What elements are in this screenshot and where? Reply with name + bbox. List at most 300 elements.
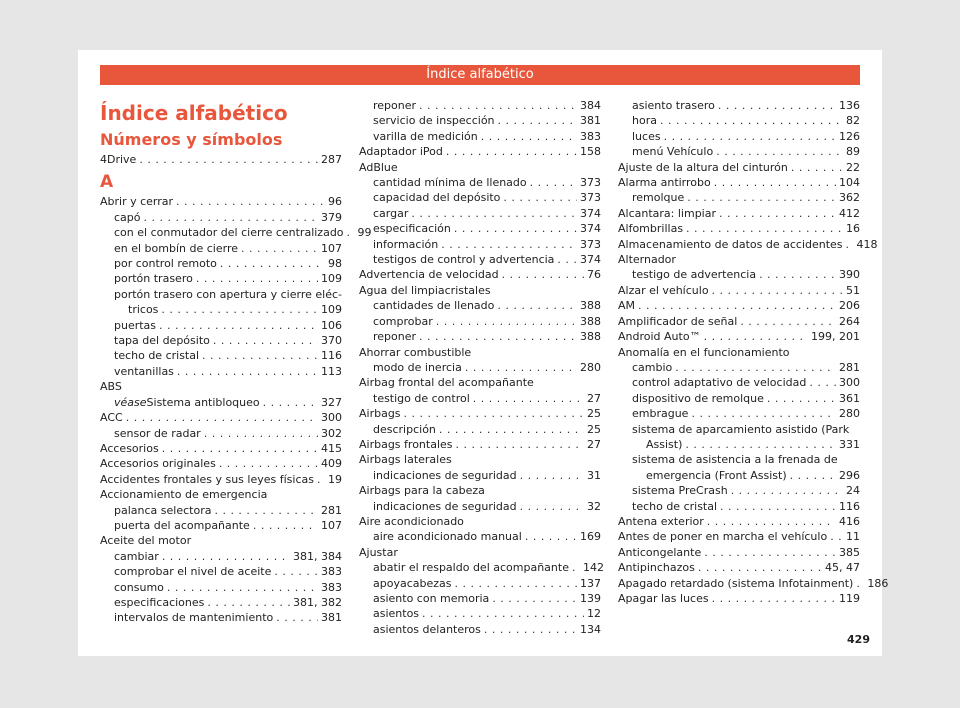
index-entry xyxy=(359,406,601,421)
dot-leader xyxy=(347,225,355,240)
index-entry xyxy=(100,456,342,471)
page-title: Índice alfabético xyxy=(100,101,288,125)
entry-text: indicaciones de seguridad xyxy=(373,468,517,482)
page-reference: 374 xyxy=(580,206,601,220)
index-entry xyxy=(100,256,342,271)
index-entry xyxy=(618,190,860,205)
entry-text: puerta del acompañante xyxy=(114,518,250,532)
dot-leader xyxy=(253,518,318,533)
dot-leader xyxy=(686,221,843,236)
page-reference: 374 xyxy=(580,253,601,267)
entry-text: hora xyxy=(632,114,657,128)
index-entry xyxy=(359,468,601,483)
dot-leader xyxy=(276,610,318,625)
page-reference: 381 xyxy=(580,114,601,128)
index-entry xyxy=(618,560,860,575)
dot-leader xyxy=(492,591,577,606)
dot-leader xyxy=(714,175,836,190)
page-reference: 296 xyxy=(839,468,860,482)
entry-text: sensor de radar xyxy=(114,426,201,440)
index-entry xyxy=(100,503,342,518)
index-entry xyxy=(100,302,342,317)
page-reference: 24 xyxy=(846,484,860,498)
entry-text: testigos de control y advertencia xyxy=(373,253,555,267)
index-heading: AdBlue xyxy=(359,160,398,174)
dot-leader xyxy=(144,210,318,225)
dot-leader xyxy=(740,314,836,329)
index-entry xyxy=(359,98,601,113)
page-reference: 361 xyxy=(839,391,860,405)
entry-text: cambiar xyxy=(114,549,159,563)
page-reference: 416 xyxy=(839,514,860,528)
index-entry xyxy=(100,610,342,625)
entry-text: emergencia (Front Assist) xyxy=(646,468,787,482)
page-reference: 51 xyxy=(846,283,860,297)
index-entry xyxy=(359,437,601,452)
page-reference: 383 xyxy=(321,580,342,594)
index-entry xyxy=(359,190,601,205)
entry-text: comprobar el nivel de aceite xyxy=(114,565,272,579)
entry-text: cantidades de llenado xyxy=(373,299,495,313)
entry-text: Sistema antibloqueo xyxy=(146,395,260,409)
index-heading: Aceite del motor xyxy=(100,534,192,548)
entry-text: consumo xyxy=(114,580,164,594)
dot-leader xyxy=(422,606,584,621)
index-entry xyxy=(359,252,601,267)
dot-leader xyxy=(718,98,836,113)
entry-text: Almacenamiento de datos de accidentes xyxy=(618,237,843,251)
dot-leader xyxy=(161,302,318,317)
dot-leader xyxy=(846,237,854,252)
index-entry xyxy=(359,529,601,544)
dot-leader xyxy=(698,560,822,575)
index-entry xyxy=(618,329,860,344)
entry-text: AM xyxy=(618,299,636,313)
page-reference: 206 xyxy=(839,299,860,313)
index-entry xyxy=(100,348,342,363)
index-entry xyxy=(359,560,604,575)
page-reference: 415 xyxy=(321,441,342,455)
index-entry xyxy=(359,144,601,159)
index-heading: Airbags laterales xyxy=(359,453,452,467)
page-reference: 126 xyxy=(839,129,860,143)
entry-text: remolque xyxy=(632,191,685,205)
entry-text: asiento con memoria xyxy=(373,592,490,605)
entry-text: Airbags xyxy=(359,407,401,421)
entry-text: apoyacabezas xyxy=(373,576,452,590)
index-entry xyxy=(100,318,342,333)
index-entry xyxy=(100,410,342,425)
dot-leader xyxy=(520,468,584,483)
index-entry xyxy=(618,360,860,375)
page-number: 429 xyxy=(847,633,870,646)
index-entry xyxy=(359,329,601,344)
index-entry xyxy=(100,241,342,256)
entry-text: Assist) xyxy=(646,437,683,451)
page-reference: 385 xyxy=(839,545,860,559)
entry-text: cambio xyxy=(632,360,673,374)
page-reference: 116 xyxy=(839,499,860,513)
entry-text: embrague xyxy=(632,407,689,421)
entry-text: Anticongelante xyxy=(618,545,702,559)
page-reference: 379 xyxy=(321,210,342,224)
dot-leader xyxy=(454,221,577,236)
entry-text: Alzar el vehículo xyxy=(618,283,709,297)
entry-text: Apagar las luces xyxy=(618,592,709,605)
page-reference: 119 xyxy=(839,592,860,605)
entry-text: techo de cristal xyxy=(114,349,200,363)
entry-text: luces xyxy=(632,129,661,143)
index-entry xyxy=(100,210,342,225)
entry-text: Accidentes frontales y sus leyes físicas xyxy=(100,472,314,486)
letter-heading: A xyxy=(100,172,114,193)
page-reference: 300 xyxy=(321,411,342,425)
entry-text: capacidad del depósito xyxy=(373,191,501,205)
entry-text: testigo de control xyxy=(373,391,470,405)
entry-text: por control remoto xyxy=(114,257,217,271)
entry-text: cantidad mínima de llenado xyxy=(373,176,527,190)
page-reference: 136 xyxy=(839,99,860,112)
page-reference: 32 xyxy=(587,499,601,513)
dot-leader xyxy=(411,206,577,221)
index-heading: sistema de aparcamiento asistido (Park xyxy=(632,422,850,436)
index-entry xyxy=(100,564,342,579)
entry-text: Accesorios originales xyxy=(100,457,216,471)
index-entry xyxy=(100,426,342,441)
index-entry xyxy=(359,576,601,591)
index-entry xyxy=(359,221,601,236)
entry-text: con el conmutador del cierre centralizado xyxy=(114,226,344,240)
dot-leader xyxy=(502,267,584,282)
index-entry xyxy=(618,499,860,514)
dot-leader xyxy=(767,391,836,406)
entry-text: techo de cristal xyxy=(632,499,718,513)
index-entry xyxy=(100,472,342,487)
dot-leader xyxy=(719,206,836,221)
page-reference: 199, 201 xyxy=(811,330,860,344)
entry-text: tricos xyxy=(128,303,159,317)
dot-leader xyxy=(439,422,584,437)
page-reference: 300 xyxy=(839,376,860,390)
entry-text: asiento trasero xyxy=(632,99,715,112)
page-reference: 142 xyxy=(582,561,604,575)
page-reference: 106 xyxy=(321,318,342,332)
index-entry xyxy=(618,591,860,606)
dot-leader xyxy=(441,237,577,252)
dot-leader xyxy=(716,144,843,159)
page-reference: 11 xyxy=(846,530,860,544)
entry-text: especificación xyxy=(373,222,451,236)
index-heading: Airbags para la cabeza xyxy=(359,484,485,498)
page-reference: 388 xyxy=(580,330,601,344)
page-reference: 281 xyxy=(321,503,342,517)
dot-leader xyxy=(177,364,318,379)
index-entry xyxy=(359,298,601,313)
entry-text: cargar xyxy=(373,206,409,220)
page-reference: 137 xyxy=(580,576,601,590)
index-entry xyxy=(100,225,372,240)
page-reference: 89 xyxy=(846,145,860,159)
entry-text: Antena exterior xyxy=(618,514,704,528)
dot-leader xyxy=(446,144,577,159)
page-reference: 99 xyxy=(357,226,372,240)
page-reference: 370 xyxy=(321,334,342,348)
index-entry xyxy=(618,314,860,329)
entry-text: asientos xyxy=(373,607,420,621)
dot-leader xyxy=(162,549,290,564)
page-reference: 287 xyxy=(321,153,342,166)
index-entry xyxy=(618,113,860,128)
entry-text: intervalos de mantenimiento xyxy=(114,611,274,625)
index-heading: Anomalía en el funcionamiento xyxy=(618,345,790,359)
entry-text: reponer xyxy=(373,99,417,112)
dot-leader xyxy=(274,564,318,579)
page-reference: 16 xyxy=(846,222,860,236)
dot-leader xyxy=(664,129,836,144)
dot-leader xyxy=(530,175,577,190)
entry-text: Accesorios xyxy=(100,441,159,455)
page-reference: 381, 382 xyxy=(293,595,342,609)
index-entry xyxy=(618,221,860,236)
dot-leader xyxy=(456,437,585,452)
dot-leader xyxy=(638,298,836,313)
index-entry xyxy=(359,237,601,252)
dot-leader xyxy=(419,98,577,113)
index-entry xyxy=(359,591,601,606)
entry-text: aire acondicionado manual xyxy=(373,530,522,544)
entry-text: modo de inercia xyxy=(373,360,462,374)
page-reference: 331 xyxy=(839,437,860,451)
index-entry xyxy=(618,483,860,498)
page-reference: 158 xyxy=(580,145,601,159)
entry-text: Alarma antirrobo xyxy=(618,176,711,190)
index-entry xyxy=(618,576,889,591)
dot-leader xyxy=(220,256,325,271)
index-entry xyxy=(359,206,601,221)
page-reference: 362 xyxy=(839,191,860,205)
page-reference: 302 xyxy=(321,426,342,440)
page-reference: 388 xyxy=(580,299,601,313)
dot-leader xyxy=(720,499,836,514)
page-reference: 98 xyxy=(328,257,342,271)
index-entry xyxy=(359,113,601,128)
entry-text: varilla de medición xyxy=(373,129,478,143)
index-entry xyxy=(618,298,860,313)
index-entry xyxy=(618,144,860,159)
dot-leader xyxy=(712,591,836,606)
dot-leader xyxy=(213,333,318,348)
entry-text: Apagado retardado (sistema Infotainment) xyxy=(618,576,854,590)
index-entry xyxy=(100,580,342,595)
page-reference: 412 xyxy=(839,206,860,220)
page-reference: 139 xyxy=(580,592,601,605)
index-entry xyxy=(359,175,601,190)
entry-text: capó xyxy=(114,210,141,224)
dot-leader xyxy=(207,595,290,610)
entry-text: Amplificador de señal xyxy=(618,314,738,328)
index-entry xyxy=(618,437,860,452)
entry-text: testigo de advertencia xyxy=(632,268,757,282)
index-entry xyxy=(100,441,342,456)
index-heading: ABS xyxy=(100,380,122,394)
entry-text: ACC xyxy=(100,411,123,425)
section-heading: Números y símbolos xyxy=(100,130,283,149)
page-reference: 25 xyxy=(587,422,601,436)
entry-text: control adaptativo de velocidad xyxy=(632,376,807,390)
dot-leader xyxy=(731,483,843,498)
page-reference: 383 xyxy=(580,129,601,143)
dot-leader xyxy=(809,375,836,390)
dot-leader xyxy=(503,190,577,205)
dot-leader xyxy=(707,514,836,529)
index-heading: sistema de asistencia a la frenada de xyxy=(632,453,838,467)
dot-leader xyxy=(687,190,836,205)
index-entry xyxy=(359,129,601,144)
page-reference: 373 xyxy=(580,237,601,251)
dot-leader xyxy=(497,298,577,313)
dot-leader xyxy=(660,113,843,128)
dot-leader xyxy=(219,456,318,471)
index-entry xyxy=(618,98,860,113)
dot-leader xyxy=(126,410,318,425)
page-reference: 25 xyxy=(587,407,601,421)
dot-leader xyxy=(525,529,577,544)
entry-text: 4Drive xyxy=(100,153,137,166)
entry-text: Abrir y cerrar xyxy=(100,195,174,209)
page-reference: 384 xyxy=(580,99,601,112)
entry-text: sistema PreCrash xyxy=(632,484,728,498)
page-reference: 374 xyxy=(580,222,601,236)
entry-text: Alcantara: limpiar xyxy=(618,206,716,220)
dot-leader xyxy=(241,241,318,256)
entry-text: Adaptador iPod xyxy=(359,145,443,159)
index-entry xyxy=(618,468,860,483)
entry-text: indicaciones de seguridad xyxy=(373,499,517,513)
index-entry xyxy=(100,595,342,610)
index-entry xyxy=(618,160,860,175)
entry-text: Antes de poner en marcha el vehículo xyxy=(618,530,828,544)
index-entry xyxy=(618,267,860,282)
index-entry xyxy=(359,391,601,406)
dot-leader xyxy=(675,360,836,375)
page-reference: 373 xyxy=(580,176,601,190)
entry-text: tapa del depósito xyxy=(114,334,210,348)
dot-leader xyxy=(830,529,843,544)
dot-leader xyxy=(263,395,318,410)
index-entry xyxy=(359,267,601,282)
index-entry xyxy=(618,391,860,406)
entry-text: Airbags frontales xyxy=(359,437,453,451)
page-reference: 12 xyxy=(587,607,601,621)
page-reference: 109 xyxy=(321,272,342,286)
dot-leader xyxy=(790,468,836,483)
entry-text: menú Vehículo xyxy=(632,145,714,159)
index-entry xyxy=(100,152,342,167)
page-reference: 82 xyxy=(846,114,860,128)
index-entry xyxy=(359,422,601,437)
page-reference: 104 xyxy=(839,176,860,190)
page-reference: 327 xyxy=(321,395,342,409)
index-entry xyxy=(618,206,860,221)
index-entry xyxy=(100,333,342,348)
index-entry xyxy=(618,545,860,560)
dot-leader xyxy=(856,576,864,591)
see-reference: véase xyxy=(114,395,147,409)
index-entry xyxy=(359,314,601,329)
index-entry xyxy=(100,194,342,209)
dot-leader xyxy=(520,499,584,514)
page-reference: 107 xyxy=(321,518,342,532)
index-heading: Ajustar xyxy=(359,545,398,559)
index-heading: Aire acondicionado xyxy=(359,514,464,528)
page-reference: 27 xyxy=(587,391,601,405)
index-heading: portón trasero con apertura y cierre eléc- xyxy=(114,287,342,301)
page-reference: 388 xyxy=(580,314,601,328)
index-entry xyxy=(618,406,860,421)
entry-text: especificaciones xyxy=(114,595,205,609)
index-entry xyxy=(618,514,860,529)
dot-leader xyxy=(167,580,318,595)
index-entry xyxy=(359,360,601,375)
index-heading: Agua del limpiacristales xyxy=(359,283,491,297)
entry-text: palanca selectora xyxy=(114,503,212,517)
dot-leader xyxy=(404,406,584,421)
dot-leader xyxy=(139,152,318,167)
entry-text: dispositivo de remolque xyxy=(632,391,764,405)
page-reference: 409 xyxy=(321,457,342,471)
index-column-2 xyxy=(359,98,604,637)
entry-text: Alfombrillas xyxy=(618,222,684,236)
index-entry xyxy=(618,129,860,144)
dot-leader xyxy=(691,406,836,421)
entry-text: asientos delanteros xyxy=(373,622,481,636)
entry-text: comprobar xyxy=(373,314,433,328)
entry-text: descripción xyxy=(373,422,436,436)
page-reference: 27 xyxy=(587,437,601,451)
page-reference: 381, 384 xyxy=(293,549,342,563)
page-reference: 31 xyxy=(587,468,601,482)
dot-leader xyxy=(759,267,836,282)
page-reference: 169 xyxy=(580,530,601,544)
index-entry xyxy=(100,549,342,564)
page-reference: 116 xyxy=(321,349,342,363)
dot-leader xyxy=(317,472,325,487)
page-reference: 76 xyxy=(587,268,601,282)
page-reference: 134 xyxy=(580,622,601,636)
dot-leader xyxy=(214,503,318,518)
dot-leader xyxy=(202,348,318,363)
entry-text: en el bombín de cierre xyxy=(114,241,238,255)
entry-text: reponer xyxy=(373,330,417,344)
index-heading: Alternador xyxy=(618,253,676,267)
entry-text: Ajuste de la altura del cinturón xyxy=(618,160,788,174)
entry-text: servicio de inspección xyxy=(373,114,495,128)
dot-leader xyxy=(419,329,577,344)
dot-leader xyxy=(436,314,577,329)
index-entry xyxy=(618,237,878,252)
dot-leader xyxy=(498,113,577,128)
entry-text: abatir el respaldo del acompañante xyxy=(373,561,569,575)
entry-text: puertas xyxy=(114,318,157,332)
page-reference: 19 xyxy=(328,472,342,486)
dot-leader xyxy=(704,545,836,560)
page-reference: 113 xyxy=(321,364,342,378)
dot-leader xyxy=(791,160,843,175)
index-entry xyxy=(100,518,342,533)
dot-leader xyxy=(176,194,325,209)
page-reference: 280 xyxy=(580,360,601,374)
page-reference: 390 xyxy=(839,268,860,282)
